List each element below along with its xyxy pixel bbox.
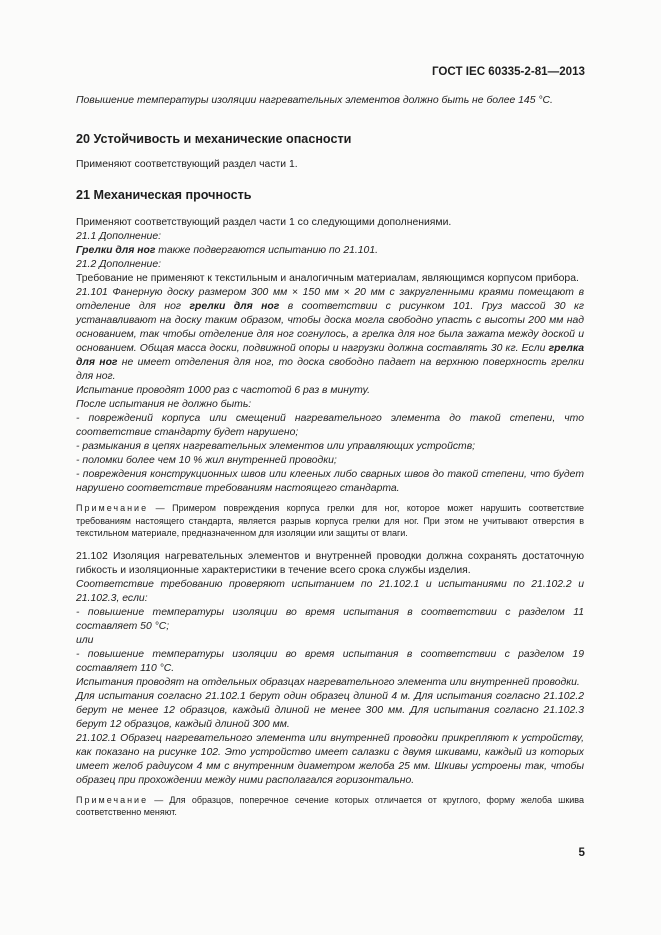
s21-p6-b: грелки для ног [189,301,280,312]
s21-p18: Испытания проводят на отдельных образцах нагревательного элемента или внутренней проводки. [76,676,580,688]
note-2 [76,794,584,819]
note-1 [76,502,584,540]
page-body [76,94,584,819]
s21-p2: 21.1 Дополнение: [76,231,161,242]
s21-p10: - размыкания в цепях нагревательных элементов или управляющих устройств; [76,441,476,452]
intro-text: Повышение температуры изоляции нагревательных элементов должно быть не более 145 °С. [76,95,553,106]
section-20-title: 20 Устойчивость и механические опасности [76,132,352,146]
s21-p16: или [76,634,94,646]
s21-p13: 21.102 Изоляция нагревательных элементов и внутренней проводки должна сохранять достаточную гибкость и изоляционные характеристики в течение всего срока службы изделия. [76,550,584,576]
s21-p12: - повреждения конструкционных швов или клееных либо сварных швов до такой степени, что будет нарушено соответствие требованиям настоящего стандарта. [76,469,584,494]
s21-p19: Для испытания согласно 21.102.1 берут один образец длиной 4 м. Для испытания согласно 21.102.2 берут не менее 12 образцов, каждый длиной не менее 300 мм. Для испытания согласно 21.102.3 берут 12 образцов, каждый длиной 300 мм. [76,690,584,730]
note-2-text: — Для образцов, поперечное сечение которых отличается от круглого, форму желоба шкива соответственно меняют. [76,794,584,817]
page-number: 5 [578,846,585,859]
s21-p8: После испытания не должно быть: [76,399,252,410]
note-1-text: — Примером повреждения корпуса грелки для ног, которое может нарушить соответствие требованиям настоящего стандарта, является разрыв корпуса грелки для ног. При этом не учитывают отверстия в текстильном материале, предназначенном для изоляции или защиты от влаги. [76,503,584,538]
s21-p6-a: 21.101 Фанерную доску размером 300 мм × 150 мм × 20 мм с закругленными краями помещают в отделение для ног [76,287,584,312]
s21-p3-term: Грелки для ног [76,245,156,256]
s21-p14: Соответствие требованию проверяют испытанием по 21.102.1 и испытаниями по 21.102.2 и 21.102.3, если: [76,578,584,604]
intro-paragraph [76,94,584,108]
section-21-title: 21 Механическая прочность [76,188,252,202]
note-2-label: Примечание [76,794,149,805]
s21-p6-e: не имеет отделения для ног, то доска свободно падает на верхнюю поверхность грелки для ног. [76,357,584,382]
s21-p15: - повышение температуры изоляции во время испытания в соответствии с разделом 11 составляет 50 °С; [76,606,584,632]
s21-p6-d: грелка для ног [76,343,584,368]
s21-p11: - поломки более чем 10 % жил внутренней проводки; [76,455,337,466]
s21-p3 [76,244,584,258]
s21-p6 [76,286,584,384]
s21-p6-c: в соответствии с рисунком 101. Груз массой 30 кг устанавливают на доску таким образом, чтобы доска могла свободно упасть с высоты 200 мм над основанием, так чтобы отделение для ног согнулось, а грелка для ног была зажата между доской и основанием. Общая масса доски, подвижной опоры и нагрузки должна составлять 30 кг. Если [76,301,584,354]
s21-p3-rest: также подвергаются испытанию по 21.101. [155,245,378,256]
s21-p1: Применяют соответствующий раздел части 1 со следующими дополнениями. [76,217,452,228]
s21-p20: 21.102.1 Образец нагревательного элемента или внутренней проводки прикрепляют к устройству, как показано на рисунке 102. Это устройство имеет салазки с двумя шкивами, каждый из которых имеет желоб радиусом 4 мм с внутренним диаметром желоба 25 мм. Шкивы устроены так, чтобы образец при прохождении между ними располагался горизонтально. [76,732,584,786]
standard-header: ГОСТ IEC 60335-2-81—2013 [431,65,585,78]
s21-p7: Испытание проводят 1000 раз с частотой 6 раз в минуту. [76,385,370,396]
s21-p9: - повреждений корпуса или смещений нагревательного элемента до такой степени, что соответствие стандарту будет нарушено; [76,413,584,438]
s21-p5: Требование не применяют к текстильным и аналогичным материалам, являющимся корпусом прибора. [76,273,579,284]
section-20-text: Применяют соответствующий раздел части 1. [76,159,298,170]
s21-p4: 21.2 Дополнение: [76,259,161,270]
note-1-label: Примечание [76,503,149,513]
s21-p17: - повышение температуры изоляции во время испытания в соответствии с разделом 19 составляет 110 °С. [76,648,584,674]
